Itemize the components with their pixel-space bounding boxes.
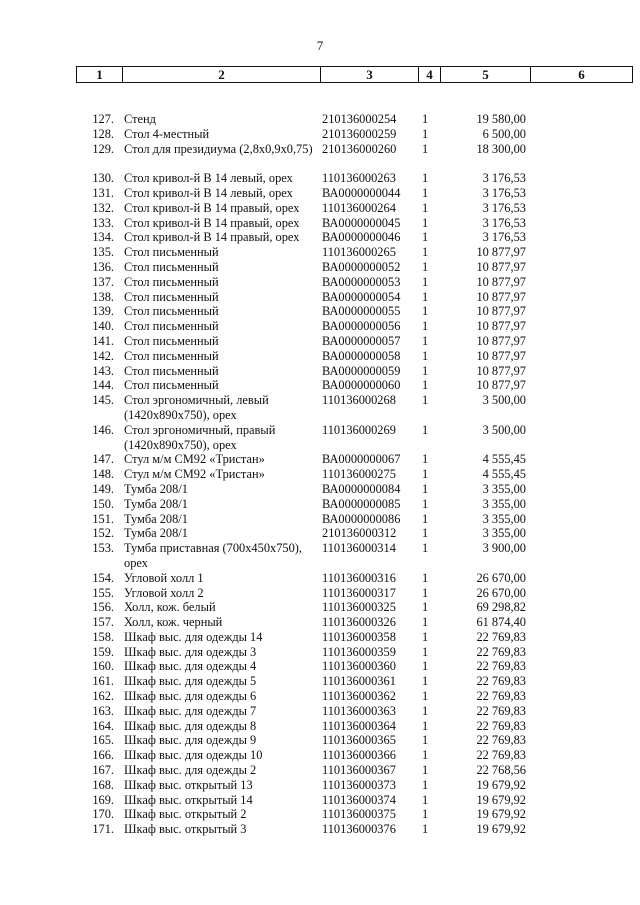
inventory-code: 110136000367 <box>322 763 396 778</box>
inventory-code: ВА0000000057 <box>322 333 401 348</box>
row-number: 155. <box>92 585 114 600</box>
row-number: 142. <box>92 348 114 363</box>
item-name: Шкаф выс. для одежды 9 <box>124 733 257 748</box>
row-number: 166. <box>92 748 114 763</box>
amount: 22 769,83 <box>476 674 526 689</box>
item-name: Стол письменный <box>124 348 219 363</box>
inventory-code: ВА0000000059 <box>322 363 401 378</box>
table-row <box>0 230 640 245</box>
inventory-code: ВА0000000044 <box>322 185 401 200</box>
table-row <box>0 571 640 586</box>
quantity: 1 <box>422 200 429 215</box>
amount: 10 877,97 <box>476 245 526 260</box>
item-name: Шкаф выс. для одежды 8 <box>124 718 257 733</box>
inventory-code: 110136000365 <box>322 733 396 748</box>
inventory-code: 110136000325 <box>322 600 396 615</box>
row-number: 154. <box>92 570 114 585</box>
row-number: 133. <box>92 215 114 230</box>
row-number: 168. <box>92 777 114 792</box>
item-name: Холл, кож. черный <box>124 615 223 630</box>
row-number: 170. <box>92 807 114 822</box>
quantity: 1 <box>422 126 429 141</box>
quantity: 1 <box>422 171 429 186</box>
inventory-code: 110136000361 <box>322 674 396 689</box>
inventory-code: ВА0000000056 <box>322 319 401 334</box>
amount: 69 298,82 <box>476 600 526 615</box>
item-name: Тумба 208/1 <box>124 511 188 526</box>
quantity: 1 <box>422 259 429 274</box>
table-row <box>0 659 640 674</box>
amount: 3 176,53 <box>482 185 526 200</box>
inventory-code: 210136000312 <box>322 526 397 541</box>
item-name: Угловой холл 2 <box>124 585 204 600</box>
inventory-code: 110136000373 <box>322 777 396 792</box>
inventory-code: 110136000326 <box>322 615 396 630</box>
table-row <box>0 142 640 172</box>
table-row <box>0 378 640 393</box>
quantity: 1 <box>422 526 429 541</box>
amount: 10 877,97 <box>476 348 526 363</box>
inventory-code: 110136000358 <box>322 629 396 644</box>
item-name: Стол письменный <box>124 274 219 289</box>
inventory-code: 210136000260 <box>322 141 397 156</box>
inventory-code: ВА0000000058 <box>322 348 401 363</box>
inventory-code: ВА0000000067 <box>322 452 401 467</box>
row-number: 165. <box>92 733 114 748</box>
table-row <box>0 497 640 512</box>
row-number: 161. <box>92 674 114 689</box>
table-row <box>0 423 640 453</box>
row-number: 169. <box>92 792 114 807</box>
amount: 26 670,00 <box>476 570 526 585</box>
quantity: 1 <box>422 348 429 363</box>
table-row <box>0 186 640 201</box>
quantity: 1 <box>422 822 429 837</box>
row-number: 139. <box>92 304 114 319</box>
quantity: 1 <box>422 511 429 526</box>
item-name: Стол 4-местный <box>124 126 210 141</box>
inventory-code: 110136000375 <box>322 807 396 822</box>
quantity: 1 <box>422 600 429 615</box>
quantity: 1 <box>422 585 429 600</box>
table-row <box>0 334 640 349</box>
inventory-code: ВА0000000045 <box>322 215 401 230</box>
quantity: 1 <box>422 304 429 319</box>
column-header-5: 5 <box>441 67 531 83</box>
amount: 22 769,83 <box>476 659 526 674</box>
inventory-code: ВА0000000085 <box>322 496 401 511</box>
item-name: Шкаф выс. открытый 14 <box>124 792 253 807</box>
table-row <box>0 171 640 186</box>
amount: 3 355,00 <box>482 481 526 496</box>
quantity: 1 <box>422 452 429 467</box>
row-number: 163. <box>92 703 114 718</box>
table-row <box>0 319 640 334</box>
row-number: 153. <box>92 541 114 556</box>
inventory-code: 110136000317 <box>322 585 396 600</box>
amount: 3 355,00 <box>482 511 526 526</box>
inventory-code: 110136000363 <box>322 703 396 718</box>
quantity: 1 <box>422 674 429 689</box>
item-name: Стол письменный <box>124 245 219 260</box>
table-row <box>0 304 640 319</box>
amount: 10 877,97 <box>476 304 526 319</box>
item-name: Шкаф выс. для одежды 7 <box>124 703 257 718</box>
quantity: 1 <box>422 807 429 822</box>
item-name: Стол кривол-й В 14 правый, орех <box>124 200 300 215</box>
table-row <box>0 541 640 571</box>
row-number: 148. <box>92 467 114 482</box>
quantity: 1 <box>422 718 429 733</box>
item-name: Шкаф выс. для одежды 14 <box>124 629 263 644</box>
table-row <box>0 793 640 808</box>
item-name: Тумба 208/1 <box>124 526 188 541</box>
item-name: Стол письменный <box>124 289 219 304</box>
item-name: Шкаф выс. открытый 3 <box>124 822 247 837</box>
amount: 19 580,00 <box>476 112 526 126</box>
item-name: Стол письменный <box>124 363 219 378</box>
quantity: 1 <box>422 363 429 378</box>
amount: 18 300,00 <box>476 141 526 156</box>
inventory-code: ВА0000000053 <box>322 274 401 289</box>
row-number: 159. <box>92 644 114 659</box>
item-name: Стол для президиума (2,8х0,9х0,75) <box>124 141 313 156</box>
item-name: Шкаф выс. для одежды 3 <box>124 644 257 659</box>
quantity: 1 <box>422 615 429 630</box>
quantity: 1 <box>422 496 429 511</box>
item-name: Стол письменный <box>124 259 219 274</box>
inventory-code: 110136000360 <box>322 659 396 674</box>
quantity: 1 <box>422 393 429 408</box>
inventory-code: 110136000364 <box>322 718 396 733</box>
page-number: 7 <box>316 38 324 53</box>
row-number: 138. <box>92 289 114 304</box>
inventory-code: 110136000316 <box>322 570 396 585</box>
amount: 10 877,97 <box>476 333 526 348</box>
inventory-code: 110136000362 <box>322 689 396 704</box>
table-row <box>0 630 640 645</box>
table-row <box>0 600 640 615</box>
inventory-code: ВА0000000055 <box>322 304 401 319</box>
table-row <box>0 393 640 423</box>
column-header-2: 2 <box>123 67 321 83</box>
inventory-code: 210136000254 <box>322 112 397 126</box>
item-name: Стол эргономичный, левый (1420х890х750), орех <box>124 393 269 422</box>
amount: 10 877,97 <box>476 363 526 378</box>
table-row <box>0 645 640 660</box>
row-number: 147. <box>92 452 114 467</box>
item-name: Стол эргономичный, правый (1420х890х750), орех <box>124 422 276 452</box>
inventory-code: 110136000264 <box>322 200 396 215</box>
item-name: Шкаф выс. для одежды 2 <box>124 763 257 778</box>
amount: 3 176,53 <box>482 200 526 215</box>
table-row <box>0 127 640 142</box>
table-row <box>0 778 640 793</box>
inventory-code: ВА0000000084 <box>322 481 401 496</box>
row-number: 131. <box>92 185 114 200</box>
item-name: Шкаф выс. для одежды 5 <box>124 674 257 689</box>
column-header-table <box>76 66 633 83</box>
item-name: Стол кривол-й В 14 правый, орех <box>124 230 300 245</box>
table-row <box>0 674 640 689</box>
amount: 22 769,83 <box>476 748 526 763</box>
amount: 10 877,97 <box>476 289 526 304</box>
column-header-1: 1 <box>77 67 123 83</box>
quantity: 1 <box>422 215 429 230</box>
row-number: 134. <box>92 230 114 245</box>
row-number: 129. <box>92 141 114 156</box>
item-name: Шкаф выс. для одежды 6 <box>124 689 257 704</box>
quantity: 1 <box>422 733 429 748</box>
amount: 19 679,92 <box>476 822 526 837</box>
inventory-code: 110136000263 <box>322 171 396 186</box>
amount: 22 769,83 <box>476 718 526 733</box>
inventory-code: 110136000265 <box>322 245 396 260</box>
table-row <box>0 733 640 748</box>
amount: 22 769,83 <box>476 644 526 659</box>
table-row <box>0 526 640 541</box>
item-name: Стол письменный <box>124 333 219 348</box>
quantity: 1 <box>422 289 429 304</box>
table-row <box>0 201 640 216</box>
row-number: 149. <box>92 481 114 496</box>
inventory-code: ВА0000000046 <box>322 230 401 245</box>
amount: 3 176,53 <box>482 171 526 186</box>
quantity: 1 <box>422 245 429 260</box>
row-number: 152. <box>92 526 114 541</box>
quantity: 1 <box>422 644 429 659</box>
item-name: Стол кривол-й В 14 правый, орех <box>124 215 300 230</box>
quantity: 1 <box>422 481 429 496</box>
inventory-code: ВА0000000060 <box>322 378 401 393</box>
row-number: 136. <box>92 259 114 274</box>
inventory-code: ВА0000000052 <box>322 259 401 274</box>
amount: 3 355,00 <box>482 496 526 511</box>
inventory-code: 110136000314 <box>322 541 396 556</box>
row-number: 145. <box>92 393 114 408</box>
row-number: 141. <box>92 333 114 348</box>
quantity: 1 <box>422 570 429 585</box>
item-name: Стул м/м СМ92 «Тристан» <box>124 467 265 482</box>
table-row <box>0 482 640 497</box>
amount: 61 874,40 <box>476 615 526 630</box>
amount: 22 769,83 <box>476 703 526 718</box>
item-name: Стул м/м СМ92 «Тристан» <box>124 452 265 467</box>
table-row <box>0 290 640 305</box>
row-number: 171. <box>92 822 114 837</box>
quantity: 1 <box>422 378 429 393</box>
inventory-code: 110136000376 <box>322 822 396 837</box>
table-row <box>0 748 640 763</box>
amount: 10 877,97 <box>476 378 526 393</box>
amount: 26 670,00 <box>476 585 526 600</box>
item-name: Шкаф выс. открытый 2 <box>124 807 247 822</box>
inventory-code: 110136000275 <box>322 467 396 482</box>
table-row <box>0 704 640 719</box>
amount: 3 500,00 <box>482 393 526 408</box>
amount: 19 679,92 <box>476 777 526 792</box>
table-row <box>0 615 640 630</box>
row-number: 128. <box>92 126 114 141</box>
table-row <box>0 275 640 290</box>
column-header-6: 6 <box>531 67 633 83</box>
amount: 22 769,83 <box>476 689 526 704</box>
table-row <box>0 349 640 364</box>
item-name: Стенд <box>124 112 156 126</box>
table-row <box>0 467 640 482</box>
row-number: 127. <box>92 112 114 126</box>
row-number: 160. <box>92 659 114 674</box>
row-number: 158. <box>92 629 114 644</box>
quantity: 1 <box>422 792 429 807</box>
quantity: 1 <box>422 689 429 704</box>
row-number: 144. <box>92 378 114 393</box>
row-number: 150. <box>92 496 114 511</box>
table-row <box>0 452 640 467</box>
column-header-3: 3 <box>321 67 419 83</box>
amount: 3 176,53 <box>482 230 526 245</box>
table-row <box>0 364 640 379</box>
row-number: 130. <box>92 171 114 186</box>
row-number: 162. <box>92 689 114 704</box>
quantity: 1 <box>422 777 429 792</box>
item-name: Угловой холл 1 <box>124 570 204 585</box>
inventory-rows <box>0 112 640 837</box>
row-number: 146. <box>92 422 114 437</box>
table-row <box>0 260 640 275</box>
table-row <box>0 719 640 734</box>
table-row <box>0 586 640 601</box>
column-header-4: 4 <box>419 67 441 83</box>
item-name: Шкаф выс. для одежды 10 <box>124 748 263 763</box>
amount: 10 877,97 <box>476 319 526 334</box>
quantity: 1 <box>422 659 429 674</box>
item-name: Тумба 208/1 <box>124 496 188 511</box>
quantity: 1 <box>422 319 429 334</box>
inventory-code: ВА0000000086 <box>322 511 401 526</box>
row-number: 140. <box>92 319 114 334</box>
inventory-code: ВА0000000054 <box>322 289 401 304</box>
row-number: 137. <box>92 274 114 289</box>
row-number: 167. <box>92 763 114 778</box>
item-name: Стол письменный <box>124 378 219 393</box>
quantity: 1 <box>422 333 429 348</box>
table-row <box>0 807 640 822</box>
table-row <box>0 216 640 231</box>
row-number: 156. <box>92 600 114 615</box>
amount: 3 500,00 <box>482 422 526 437</box>
inventory-code: 110136000268 <box>322 393 396 408</box>
table-row <box>0 763 640 778</box>
table-row <box>0 689 640 704</box>
table-row <box>0 245 640 260</box>
item-name: Холл, кож. белый <box>124 600 216 615</box>
amount: 3 900,00 <box>482 541 526 556</box>
inventory-code: 110136000269 <box>322 422 396 437</box>
inventory-code: 110136000359 <box>322 644 396 659</box>
table-row <box>0 822 640 837</box>
quantity: 1 <box>422 141 429 156</box>
amount: 4 555,45 <box>482 467 526 482</box>
column-header-row <box>77 67 633 83</box>
amount: 4 555,45 <box>482 452 526 467</box>
amount: 19 679,92 <box>476 807 526 822</box>
amount: 22 768,56 <box>476 763 526 778</box>
quantity: 1 <box>422 467 429 482</box>
amount: 22 769,83 <box>476 629 526 644</box>
quantity: 1 <box>422 185 429 200</box>
amount: 3 176,53 <box>482 215 526 230</box>
quantity: 1 <box>422 703 429 718</box>
item-name: Стол письменный <box>124 304 219 319</box>
quantity: 1 <box>422 763 429 778</box>
amount: 10 877,97 <box>476 259 526 274</box>
table-row <box>0 112 640 127</box>
item-name: Стол кривол-й В 14 левый, орех <box>124 171 293 186</box>
quantity: 1 <box>422 112 429 126</box>
item-name: Стол письменный <box>124 319 219 334</box>
row-number: 135. <box>92 245 114 260</box>
row-number: 132. <box>92 200 114 215</box>
item-name: Тумба 208/1 <box>124 481 188 496</box>
row-number: 157. <box>92 615 114 630</box>
row-number: 164. <box>92 718 114 733</box>
row-number: 143. <box>92 363 114 378</box>
item-name: Тумба приставная (700х450х750), орех <box>124 541 303 570</box>
quantity: 1 <box>422 748 429 763</box>
item-name: Шкаф выс. открытый 13 <box>124 777 253 792</box>
inventory-code: 110136000374 <box>322 792 396 807</box>
amount: 3 355,00 <box>482 526 526 541</box>
quantity: 1 <box>422 541 429 556</box>
table-row <box>0 512 640 527</box>
amount: 19 679,92 <box>476 792 526 807</box>
quantity: 1 <box>422 230 429 245</box>
quantity: 1 <box>422 274 429 289</box>
quantity: 1 <box>422 422 429 437</box>
quantity: 1 <box>422 629 429 644</box>
inventory-code: 110136000366 <box>322 748 396 763</box>
inventory-code: 210136000259 <box>322 126 397 141</box>
item-name: Шкаф выс. для одежды 4 <box>124 659 257 674</box>
amount: 10 877,97 <box>476 274 526 289</box>
row-number: 151. <box>92 511 114 526</box>
item-name: Стол кривол-й В 14 левый, орех <box>124 185 293 200</box>
amount: 6 500,00 <box>482 126 526 141</box>
amount: 22 769,83 <box>476 733 526 748</box>
